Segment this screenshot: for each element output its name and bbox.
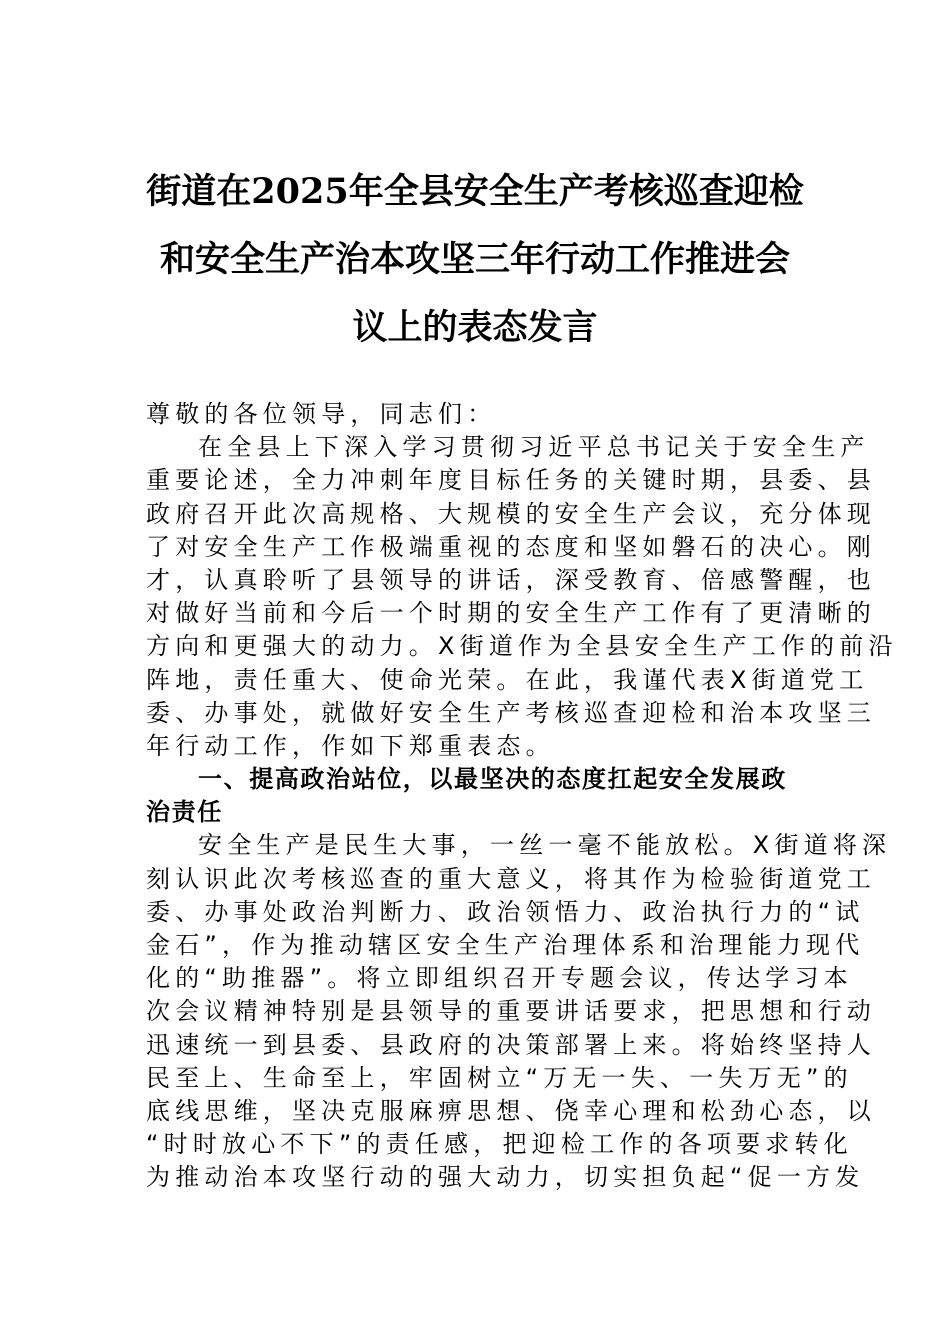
paragraph-line: 委、办事处政治判断力、政治领悟力、政治执行力的“试 (146, 897, 865, 926)
paragraph-line: 为推动治本攻坚行动的强大动力，切实担负起“促一方发 (146, 1163, 865, 1192)
paragraph-line: 阵地，责任重大、使命光荣。在此，我谨代表X街道党工 (146, 665, 869, 694)
paragraph-line: 迅速统一到县委、县政府的决策部署上来。将始终坚持人 (146, 1030, 876, 1059)
document-title (140, 158, 810, 362)
paragraph-line: 化的“助推器”。将立即组织召开专题会议，传达学习本 (146, 964, 853, 993)
paragraph-line: 委、办事处，就做好安全生产考核巡查迎检和治本攻坚三 (146, 698, 876, 727)
paragraph-line: 底线思维，坚决克服麻痹思想、侥幸心理和松劲心态，以 (146, 1096, 876, 1125)
title-line-3: 议上的表态发言 (352, 307, 598, 348)
section-heading-line: 治责任 (146, 798, 223, 827)
section-heading-line: 一、提高政治站位，以最坚决的态度扛起安全发展政 (198, 765, 787, 794)
paragraph-line: 次会议精神特别是县领导的重要讲话要求，把思想和行动 (146, 997, 876, 1026)
document-body (146, 398, 898, 1195)
paragraph-line: 重要论述，全力冲刺年度目标任务的关键时期，县委、县 (146, 466, 876, 495)
paragraph-line: 了对安全生产工作极端重视的态度和坚如磐石的决心。刚 (146, 532, 876, 561)
paragraph-line: “时时放心不下”的责任感，把迎检工作的各项要求转化 (146, 1130, 853, 1159)
paragraph-line: 年行动工作，作如下郑重表态。 (146, 731, 555, 760)
paragraph-line: 方向和更强大的动力。X街道作为全县安全生产工作的前沿 (146, 632, 898, 661)
paragraph-line: 民至上、生命至上，牢固树立“万无一失、一失万无”的 (146, 1063, 853, 1092)
salutation: 尊敬的各位领导，同志们： (146, 400, 497, 428)
paragraph-line: 刻认识此次考核巡查的重大意义，将其作为检验街道党工 (146, 864, 876, 893)
section-1-heading (146, 763, 806, 829)
paragraph-line: 才，认真聆听了县领导的讲话，深受教育、倍感警醒，也 (146, 565, 876, 594)
paragraph-line: 对做好当前和今后一个时期的安全生产工作有了更清晰的 (146, 599, 876, 628)
title-line-1: 街道在2025年全县安全生产考核巡查迎检 (146, 171, 804, 212)
title-line-2: 和安全生产治本攻坚三年行动工作推进会 (159, 239, 790, 280)
paragraph-line: 安全生产是民生大事，一丝一毫不能放松。X街道将深 (198, 831, 892, 860)
paragraph-1 (146, 431, 898, 763)
paragraph-line: 政府召开此次高规格、大规模的安全生产会议，充分体现 (146, 499, 876, 528)
paragraph-line: 金石”，作为推动辖区安全生产治理体系和治理能力现代 (146, 931, 865, 959)
paragraph-2 (146, 829, 892, 1194)
paragraph-line: 在全县上下深入学习贯彻习近平总书记关于安全生产 (198, 433, 870, 462)
